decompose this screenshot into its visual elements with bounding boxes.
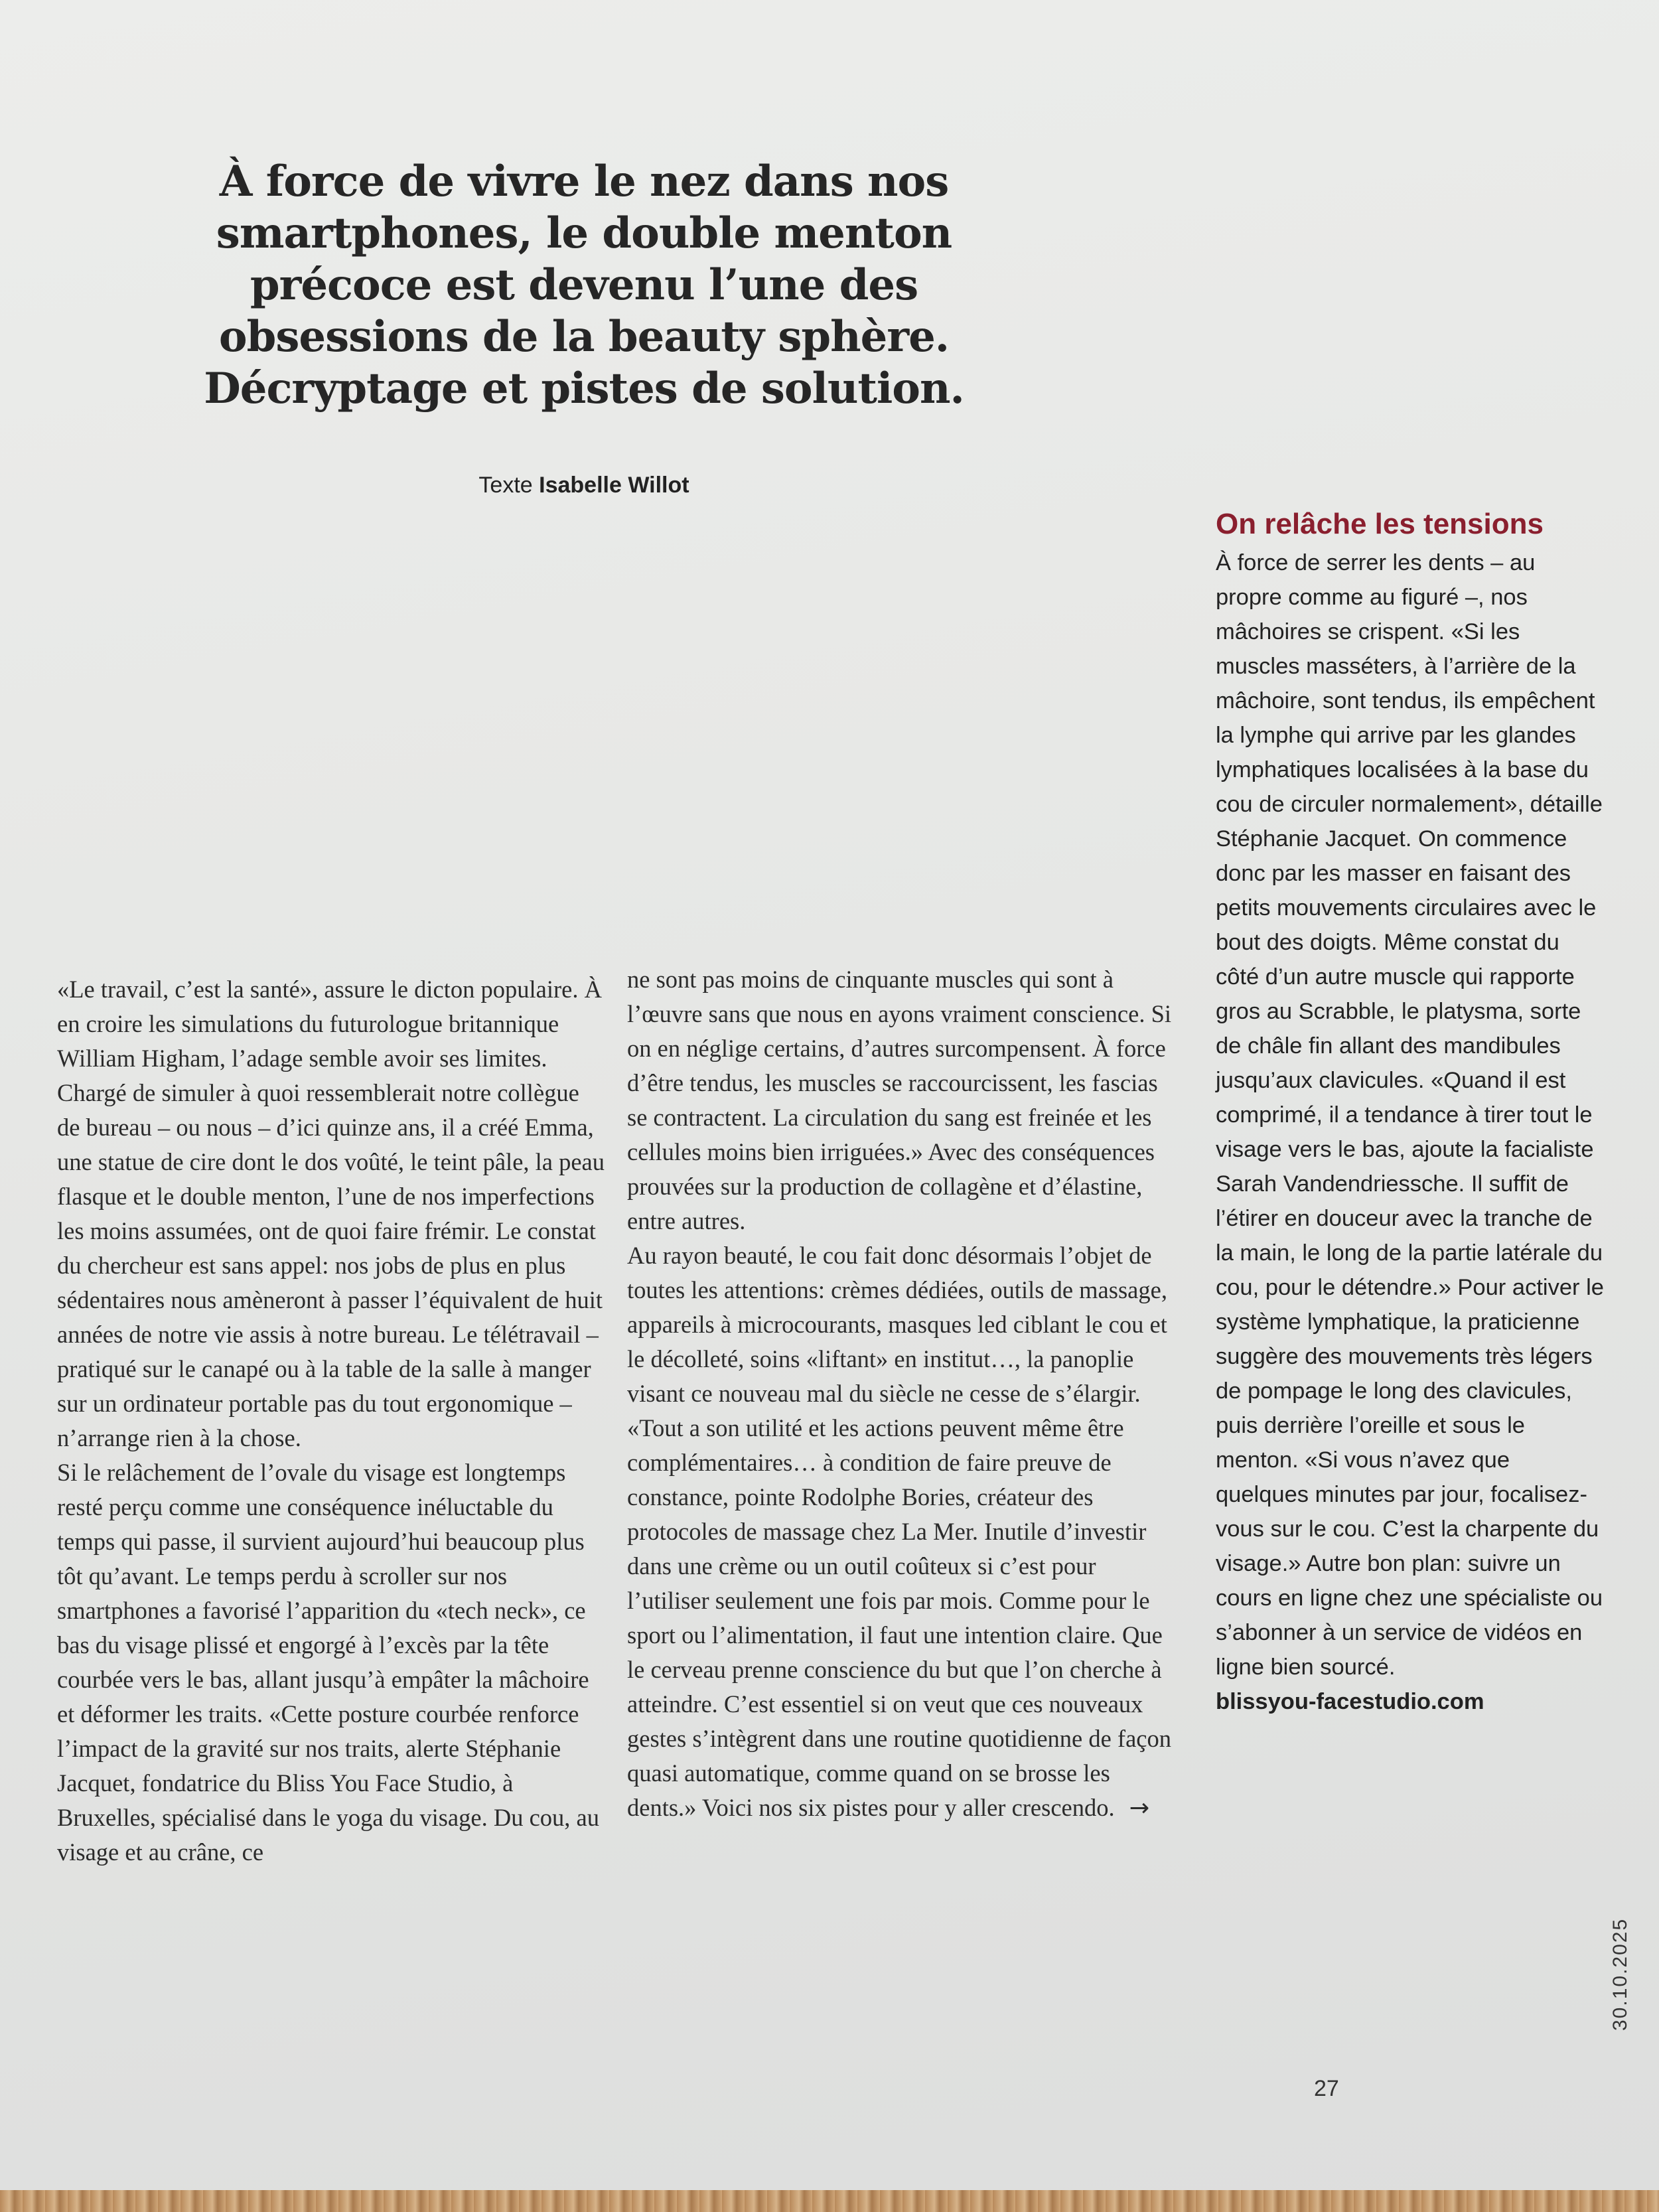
byline-label: Texte: [478, 473, 533, 498]
sidebar-website: blissyou-facestudio.com: [1216, 1689, 1484, 1714]
body-paragraph-text: Au rayon beauté, le cou fait donc désormais l’objet de toutes les attentions: crèmes dédiées, outils de massage, appareils à microcourants, masques led ciblant le cou et le décolleté, soins «liftant» en institut…, la panoplie visant ce nouveau mal du siècle ne cesse de s’élargir. «Tout a son utilité et les actions peuvent même être complémentaires… à condition de faire preuve de constance, pointe Rodolphe Bories, créateur des protocoles de massage chez La Mer. Inutile d’investir dans une crème ou un outil coûteux si c’est pour l’utiliser seulement une fois par mois. Comme pour le sport ou l’alimentation, il faut une intention claire. Que le cerveau prenne conscience du but que l’on cherche à atteindre. C’est essentiel si on veut que ces nouveaux gestes s’intègrent dans une routine quotidienne de façon quasi automatique, comme quand on se brosse les dents.» Voici nos six pistes pour y aller crescendo.: [627, 1242, 1171, 1821]
sidebar-box: [1216, 504, 1607, 1719]
page-number: 27: [1314, 2076, 1339, 2101]
issue-date: 30.10.2025: [1609, 1917, 1631, 2031]
body-column-1: [57, 972, 608, 1870]
body-paragraph: [627, 1238, 1178, 1825]
article-headline: À force de vivre le nez dans nos smartphones, le double menton précoce est devenu l’une des obsessions de la beauty sphère. Décryptage et pistes de solution.: [204, 157, 964, 413]
body-paragraph: ne sont pas moins de cinquante muscles qui sont à l’œuvre sans que nous en ayons vraiment conscience. Si on en néglige certains, d’autres surcompensent. À force d’être tendus, les muscles se raccourcissent, les fascias se contractent. La circulation du sang est freinée et les cellules moins bien irriguées.» Avec des conséquences prouvées sur la production de collagène et d’élastine, entre autres.: [627, 966, 1172, 1234]
byline: [372, 473, 796, 498]
sidebar-text: À force de serrer les dents – au propre comme au figuré –, nos mâchoires se crispent. «Si les muscles masséters, à l’arrière de la mâchoire, sont tendus, ils empêchent la lymphe qui arrive par les glandes lymphatiques localisées à la base du cou de circuler normalement», détaille Stéphanie Jacquet. On commence donc par les masser en faisant des petits mouvements circulaires avec le bout des doigts. Même constat du côté d’un autre muscle qui rapporte gros au Scrabble, le platysma, sorte de châle fin allant des mandibules jusqu’aux clavicules. «Quand il est comprimé, il a tendance à tirer tout le visage vers le bas, ajoute la facialiste Sarah Vandendriessche. Il suffit de l’étirer en douceur avec la tranche de la main, le long de la partie latérale du cou, pour le détendre.» Pour activer le système lymphatique, la praticienne suggère des mouvements très légers de pompage le long des clavicules, puis derrière l’oreille et sous le menton. «Si vous n’avez que quelques minutes par jour, focalisez-vous sur le cou. C’est la charpente du visage.» Autre bon plan: suivre un cours en ligne chez une spécialiste ou s’abonner à un service de vidéos en ligne bien sourcé.: [1216, 550, 1604, 1680]
byline-author: Isabelle Willot: [539, 473, 689, 498]
continue-arrow-icon: →: [1129, 1793, 1150, 1822]
body-paragraph: «Le travail, c’est la santé», assure le dicton populaire. À en croire les simulations du futurologue britannique William Higham, l’adage semble avoir ses limites. Chargé de simuler à quoi ressemblerait notre collègue de bureau – ou nous – d’ici quinze ans, il a créé Emma, une statue de cire dont le dos voûté, le teint pâle, la peau flasque et le double menton, l’une de nos imperfections les moins assumées, ont de quoi faire frémir. Le constat du chercheur est sans appel: nos jobs de plus en plus sédentaires nous amèneront à passer l’équivalent de huit années de notre vie assis à notre bureau. Le télétravail – pratiqué sur le canapé ou à la table de la salle à manger sur un ordinateur portable pas du tout ergonomique – n’arrange rien à la chose.: [57, 976, 605, 1451]
sidebar-title: On relâche les tensions: [1216, 508, 1544, 540]
table-surface: [0, 2190, 1659, 2212]
body-paragraph: Si le relâchement de l’ovale du visage est longtemps resté perçu comme une conséquence inéluctable du temps qui passe, il survient aujourd’hui beaucoup plus tôt qu’avant. Le temps perdu à scroller sur nos smartphones a favorisé l’apparition du «tech neck», ce bas du visage plissé et engorgé à l’excès par la tête courbée vers le bas, allant jusqu’à empâter la mâchoire et déformer les traits. «Cette posture courbée renforce l’impact de la gravité sur nos traits, alerte Stéphanie Jacquet, fondatrice du Bliss You Face Studio, à Bruxelles, spécialisé dans le yoga du visage. Du cou, au visage et au crâne, ce: [57, 1459, 599, 1866]
body-column-2: [627, 962, 1178, 1825]
